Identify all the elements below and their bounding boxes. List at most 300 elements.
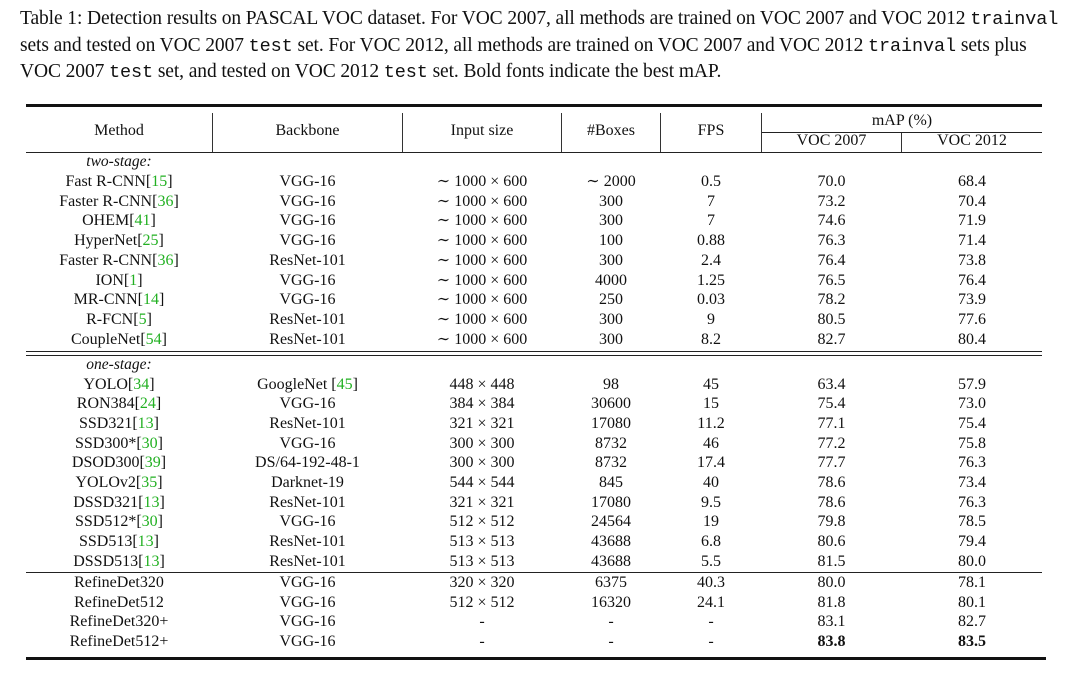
cell-method-text: CoupleNet <box>71 330 141 348</box>
cell-voc2007-text: 77.2 <box>817 434 846 452</box>
cell-input-size <box>403 552 561 572</box>
cell-input-size-text: 448 × 448 <box>449 375 515 393</box>
cell-backbone <box>213 271 402 291</box>
cell-input-size-text: ∼ 1000 × 600 <box>436 271 528 289</box>
cell-input-size-text: 513 × 513 <box>449 533 515 551</box>
cell-input-size-text: 321 × 321 <box>449 493 515 511</box>
header-map: mAP (%) <box>871 112 933 129</box>
cell-method-text: DSSD321 <box>73 493 139 511</box>
caption-code: test <box>248 35 293 57</box>
citation-link[interactable]: 30 <box>141 513 158 531</box>
cell-voc2012 <box>902 192 1042 212</box>
citation-bracket: ] <box>146 310 152 328</box>
cell-voc2007 <box>762 251 901 271</box>
cell-voc2012 <box>902 310 1042 330</box>
cell-boxes-text: 24564 <box>591 513 631 531</box>
citation-bracket: ] <box>153 414 159 432</box>
cell-method <box>26 473 212 493</box>
cell-boxes-text: 300 <box>599 330 623 348</box>
cell-voc2012-text: 80.4 <box>958 330 986 348</box>
cell-method <box>26 271 212 291</box>
cell-fps <box>661 434 761 454</box>
cell-input-size-text: ∼ 1000 × 600 <box>436 232 528 250</box>
cell-method-text: HyperNet <box>74 232 138 250</box>
cell-voc2012 <box>902 453 1042 473</box>
cell-fps-text: - <box>708 613 714 631</box>
cell-backbone <box>213 593 402 613</box>
cell-method <box>26 453 212 473</box>
cell-boxes-text: 300 <box>599 251 623 269</box>
cell-input-size <box>403 453 561 473</box>
cell-voc2012-text: 76.3 <box>958 454 986 472</box>
cell-backbone-text: DS/64-192-48-1 <box>255 454 360 472</box>
citation-bracket: [ <box>139 454 145 472</box>
cell-backbone <box>213 453 402 473</box>
cell-voc2012-text: 80.1 <box>958 593 986 611</box>
cell-voc2012 <box>902 612 1042 632</box>
cell-boxes <box>562 172 660 192</box>
citation-link[interactable]: 13 <box>143 493 160 511</box>
cell-voc2007-text: 76.3 <box>817 232 846 250</box>
cell-input-size-text: ∼ 1000 × 600 <box>436 192 528 210</box>
cell-boxes <box>562 375 660 395</box>
cell-fps <box>661 251 761 271</box>
cell-fps <box>661 593 761 613</box>
cell-backbone <box>213 473 402 493</box>
cell-backbone-text: ResNet-101 <box>269 310 346 328</box>
cell-voc2012-text: 73.0 <box>958 395 986 413</box>
citation-bracket: ] <box>155 395 162 413</box>
cell-voc2007 <box>762 172 901 192</box>
cell-method <box>26 493 212 513</box>
cell-backbone-text: VGG-16 <box>279 574 336 591</box>
citation-bracket: ] <box>173 251 179 269</box>
cell-method-text: RefineDet320+ <box>69 613 169 631</box>
cell-input-size-text: ∼ 1000 × 600 <box>436 173 528 190</box>
cell-boxes <box>562 330 660 350</box>
cell-voc2012 <box>902 172 1042 192</box>
cell-backbone <box>213 512 402 532</box>
cell-input-size-text: 513 × 513 <box>449 552 515 570</box>
cell-fps <box>661 493 761 513</box>
cell-voc2012 <box>902 231 1042 251</box>
cell-backbone-text: VGG-16 <box>279 271 336 289</box>
cell-backbone-text: ResNet-101 <box>269 251 346 269</box>
cell-voc2007 <box>762 532 901 552</box>
cell-backbone <box>213 310 402 330</box>
cell-input-size-text: ∼ 1000 × 600 <box>436 212 528 230</box>
citation-link[interactable]: 25 <box>142 232 159 250</box>
cell-input-size <box>403 375 561 395</box>
citation-bracket: [ <box>138 493 144 511</box>
cell-fps <box>661 211 761 231</box>
cell-boxes-text: 30600 <box>591 395 631 413</box>
citation-bracket: [ <box>129 212 135 230</box>
cell-fps <box>661 414 761 434</box>
citation-link[interactable]: 15 <box>151 173 168 190</box>
cell-voc2012 <box>902 434 1042 454</box>
cell-input-size <box>403 172 561 192</box>
cell-voc2007 <box>762 414 901 434</box>
cell-backbone-text: VGG-16 <box>279 513 336 531</box>
cell-backbone <box>213 290 402 310</box>
citation-bracket: [ <box>135 474 142 491</box>
caption-text: sets plus VOC 2007 <box>20 34 1027 82</box>
citation-bracket: ] <box>157 434 163 452</box>
cell-input-size <box>403 593 561 613</box>
cell-voc2012 <box>902 251 1042 271</box>
citation-link[interactable]: 54 <box>145 330 162 348</box>
cell-boxes <box>562 593 660 613</box>
cell-fps <box>661 532 761 552</box>
citation-bracket: [ <box>145 173 152 190</box>
citation-link[interactable]: 35 <box>141 474 158 491</box>
header-voc2007: VOC 2007 <box>796 132 867 149</box>
cell-backbone-text: VGG-16 <box>279 613 336 631</box>
cell-backbone <box>213 375 402 395</box>
cell-backbone-text: VGG-16 <box>279 232 336 250</box>
cell-fps <box>661 172 761 192</box>
cell-voc2007-text: 77.1 <box>817 414 846 432</box>
cell-method-text: RefineDet512 <box>74 593 164 611</box>
cell-voc2007 <box>762 290 901 310</box>
cell-voc2007-text: 83.8 <box>817 633 846 651</box>
cell-method-text: DSOD300 <box>71 454 140 472</box>
cell-voc2012 <box>902 290 1042 310</box>
cell-fps <box>661 330 761 350</box>
cell-boxes-text: 845 <box>599 474 623 491</box>
cell-boxes <box>562 453 660 473</box>
cell-fps <box>661 512 761 532</box>
cell-fps-text: 0.88 <box>697 232 725 250</box>
table-caption <box>20 6 1060 86</box>
cell-method <box>26 192 212 212</box>
cell-boxes-text: 16320 <box>591 593 631 611</box>
cell-method-text: R-FCN <box>86 310 134 328</box>
cell-method-text: SSD321 <box>78 414 133 432</box>
citation-link[interactable]: 30 <box>141 434 158 452</box>
cell-method-text: DSSD513 <box>73 552 139 570</box>
cell-voc2012 <box>902 473 1042 493</box>
citation-bracket: [ <box>134 395 140 413</box>
cell-input-size-text: 300 × 300 <box>449 434 515 452</box>
cell-voc2007 <box>762 593 901 613</box>
citation-bracket: ] <box>153 533 159 551</box>
header-boxes: #Boxes <box>587 122 635 139</box>
cell-voc2012-text: 76.3 <box>958 493 986 511</box>
cell-method-text: SSD512* <box>74 513 137 531</box>
cell-voc2012 <box>902 573 1042 593</box>
cell-voc2012-text: 71.9 <box>958 212 986 230</box>
cell-boxes <box>562 552 660 572</box>
cell-backbone-text: VGG-16 <box>279 395 336 413</box>
cell-voc2012-text: 75.8 <box>958 434 986 452</box>
cell-voc2007-text: 79.8 <box>817 513 846 531</box>
cell-fps <box>661 271 761 291</box>
cell-fps <box>661 573 761 593</box>
citation-link[interactable]: 14 <box>143 291 159 309</box>
cell-input-size <box>403 271 561 291</box>
cell-boxes <box>562 493 660 513</box>
citation-bracket: ] <box>149 375 155 393</box>
cell-voc2007 <box>762 330 901 350</box>
citation-link[interactable]: 13 <box>137 533 154 551</box>
cell-voc2007-text: 83.1 <box>817 613 846 631</box>
cell-fps-text: 5.5 <box>701 552 721 570</box>
cell-method <box>26 251 212 271</box>
caption-code: trainval <box>868 35 957 57</box>
cell-fps-text: 40.3 <box>697 574 725 591</box>
cell-input-size-text: 320 × 320 <box>449 574 515 591</box>
cell-backbone <box>213 532 402 552</box>
cell-backbone <box>213 231 402 251</box>
cell-boxes-text: ∼ 2000 <box>586 173 636 190</box>
cell-method <box>26 512 212 532</box>
citation-bracket: ] <box>167 173 173 190</box>
cell-method <box>26 290 212 310</box>
cell-backbone <box>213 573 402 593</box>
cell-method-text: RefineDet320 <box>74 574 164 591</box>
caption-label: Table 1: <box>20 8 83 29</box>
cell-voc2012 <box>902 271 1042 291</box>
cell-backbone-text: VGG-16 <box>279 593 336 611</box>
cell-backbone-text: VGG-16 <box>279 192 336 210</box>
cell-input-size <box>403 394 561 414</box>
caption-text: set. For VOC 2012, all methods are trained on VOC 2007 and VOC 2012 <box>292 34 869 56</box>
cell-boxes <box>562 251 660 271</box>
cell-method <box>26 330 212 350</box>
cell-input-size <box>403 532 561 552</box>
cell-boxes-text: 4000 <box>595 271 627 289</box>
cell-voc2012 <box>902 211 1042 231</box>
cell-backbone <box>213 414 402 434</box>
citation-bracket: [ <box>137 232 143 250</box>
citation-bracket: ] <box>161 330 167 348</box>
cell-voc2007 <box>762 573 901 593</box>
citation-link[interactable]: 41 <box>134 212 151 230</box>
citation-bracket: [ <box>132 533 138 551</box>
cell-input-size <box>403 512 561 532</box>
cell-backbone-text: ResNet-101 <box>269 533 346 551</box>
cell-voc2007 <box>762 612 901 632</box>
cell-backbone-text: VGG-16 <box>279 173 336 190</box>
cell-boxes <box>562 434 660 454</box>
cell-voc2012-text: 75.4 <box>958 414 986 432</box>
cell-boxes-text: 43688 <box>591 552 631 570</box>
citation-bracket: ] <box>173 192 179 210</box>
cell-voc2012-text: 79.4 <box>958 533 986 551</box>
cell-input-size <box>403 632 561 652</box>
cell-fps <box>661 612 761 632</box>
caption-code: test <box>109 62 154 83</box>
cell-input-size <box>403 414 561 434</box>
cell-boxes <box>562 290 660 310</box>
cell-boxes-text: - <box>608 613 614 631</box>
cell-voc2007 <box>762 434 901 454</box>
cell-backbone <box>213 493 402 513</box>
cell-boxes-text: 17080 <box>591 414 631 432</box>
cell-input-size <box>403 310 561 330</box>
cell-method-text: SSD300* <box>74 434 137 452</box>
citation-link[interactable]: 39 <box>144 454 161 472</box>
citation-link[interactable]: 36 <box>157 192 174 210</box>
cell-fps <box>661 231 761 251</box>
cell-backbone-text: ResNet-101 <box>269 414 346 432</box>
citation-bracket: ] <box>157 474 163 491</box>
cell-voc2007 <box>762 375 901 395</box>
cell-voc2012 <box>902 512 1042 532</box>
cell-voc2007-text: 78.2 <box>817 291 846 309</box>
cell-voc2007-text: 81.5 <box>817 552 846 570</box>
group-label-one-stage: one-stage: <box>86 356 152 373</box>
citation-bracket: [ <box>138 552 144 570</box>
cell-boxes-text: 8732 <box>595 454 627 472</box>
cell-voc2012-text: 73.9 <box>958 291 986 309</box>
cell-input-size <box>403 192 561 212</box>
header-backbone: Backbone <box>275 122 340 139</box>
caption-text: set. Bold fonts indicate the best mAP. <box>427 61 722 82</box>
cell-voc2012-text: 77.6 <box>958 310 986 328</box>
cell-fps-text: 40 <box>703 474 719 491</box>
cell-input-size <box>403 473 561 493</box>
cell-fps-text: 9 <box>707 310 715 328</box>
citation-bracket: ] <box>160 454 167 472</box>
cell-voc2007-text: 75.4 <box>817 395 846 413</box>
citation-bracket: ] <box>352 375 358 393</box>
citation-bracket: ] <box>159 493 165 511</box>
cell-voc2007 <box>762 192 901 212</box>
table-bottom-rule <box>26 657 1046 660</box>
cell-input-size <box>403 211 561 231</box>
cell-input-size <box>403 251 561 271</box>
cell-fps-text: 0.5 <box>701 173 721 190</box>
cell-input-size-text: ∼ 1000 × 600 <box>436 291 528 309</box>
cell-input-size-text: 384 × 384 <box>449 395 515 413</box>
header-fps: FPS <box>697 122 725 139</box>
cell-boxes <box>562 211 660 231</box>
citation-link[interactable]: 1 <box>129 271 138 289</box>
citation-link[interactable]: 36 <box>157 251 174 269</box>
cell-fps <box>661 192 761 212</box>
cell-input-size <box>403 493 561 513</box>
cell-input-size <box>403 231 561 251</box>
citation-bracket: ] <box>157 513 163 531</box>
cell-input-size-text: 512 × 512 <box>449 513 515 531</box>
cell-voc2012-text: 73.4 <box>958 474 986 491</box>
cell-boxes-text: 98 <box>603 375 619 393</box>
cell-voc2007-text: 77.7 <box>817 454 846 472</box>
caption-text: set, and tested on VOC 2012 <box>153 61 384 82</box>
cell-voc2012-text: 73.8 <box>958 251 986 269</box>
cell-voc2007-text: 73.2 <box>817 192 846 210</box>
cell-voc2007 <box>762 493 901 513</box>
citation-bracket: [ <box>123 271 130 289</box>
cell-voc2007-text: 80.5 <box>817 310 846 328</box>
cell-boxes <box>562 192 660 212</box>
cell-boxes <box>562 310 660 330</box>
cell-method <box>26 172 212 192</box>
cell-voc2012 <box>902 414 1042 434</box>
cell-method-text: RefineDet512+ <box>69 633 169 651</box>
cell-voc2007-text: 76.5 <box>817 271 846 289</box>
citation-bracket: ] <box>158 232 164 250</box>
citation-link[interactable]: 24 <box>139 395 156 413</box>
cell-fps-text: 9.5 <box>701 493 721 511</box>
citation-bracket: [ <box>331 375 337 393</box>
cell-boxes-text: 43688 <box>591 533 631 551</box>
cell-fps-text: 24.1 <box>697 593 725 611</box>
cell-boxes <box>562 231 660 251</box>
cell-boxes <box>562 632 660 652</box>
citation-link[interactable]: 13 <box>137 414 154 432</box>
cell-voc2012-text: 78.1 <box>958 574 986 591</box>
cell-backbone-text: VGG-16 <box>279 291 336 309</box>
cell-boxes-text: 250 <box>599 291 623 309</box>
cell-voc2007 <box>762 552 901 572</box>
cell-voc2007-text: 80.6 <box>817 533 846 551</box>
cell-backbone <box>213 330 402 350</box>
citation-link[interactable]: 45 <box>336 375 353 393</box>
cell-voc2012-text: 68.4 <box>958 173 986 190</box>
cell-input-size <box>403 330 561 350</box>
cell-boxes-text: - <box>608 633 614 651</box>
cell-boxes <box>562 394 660 414</box>
citation-link[interactable]: 34 <box>133 375 150 393</box>
cell-method <box>26 375 212 395</box>
cell-fps <box>661 310 761 330</box>
caption-text: sets and tested on VOC 2007 <box>20 34 249 56</box>
header-input-size: Input size <box>450 122 514 139</box>
cell-input-size-text: - <box>479 613 485 631</box>
cell-backbone <box>213 434 402 454</box>
citation-bracket: [ <box>137 291 143 309</box>
cell-method <box>26 552 212 572</box>
cell-voc2007-text: 78.6 <box>817 493 846 511</box>
cell-backbone <box>213 172 402 192</box>
cell-backbone <box>213 632 402 652</box>
cell-method <box>26 414 212 434</box>
citation-link[interactable]: 13 <box>143 552 160 570</box>
cell-voc2007-text: 81.8 <box>817 593 846 611</box>
cell-method-text: Fast R-CNN <box>65 173 146 190</box>
citation-bracket: ] <box>159 552 165 570</box>
cell-method <box>26 434 212 454</box>
caption-code: test <box>383 62 428 83</box>
cell-voc2012 <box>902 532 1042 552</box>
citation-link[interactable]: 5 <box>138 310 147 328</box>
cell-voc2007 <box>762 394 901 414</box>
cell-voc2012-text: 82.7 <box>958 613 986 631</box>
cell-method <box>26 532 212 552</box>
cell-voc2012 <box>902 330 1042 350</box>
cell-method-text: RON384 <box>76 395 135 413</box>
cell-input-size-text: 321 × 321 <box>449 414 515 432</box>
cell-voc2012 <box>902 493 1042 513</box>
cell-fps <box>661 632 761 652</box>
cell-fps-text: 15 <box>703 395 719 413</box>
cell-voc2012-text: 57.9 <box>958 375 986 393</box>
cell-method <box>26 612 212 632</box>
cell-fps-text: 19 <box>703 513 719 531</box>
cell-input-size-text: 544 × 544 <box>449 474 515 491</box>
cell-backbone-text: ResNet-101 <box>269 552 346 570</box>
cell-input-size <box>403 290 561 310</box>
cell-input-size-text: 512 × 512 <box>449 593 515 611</box>
cell-fps <box>661 453 761 473</box>
citation-bracket: [ <box>152 251 158 269</box>
cell-fps-text: - <box>708 633 714 651</box>
cell-method-text: OHEM <box>82 212 130 230</box>
